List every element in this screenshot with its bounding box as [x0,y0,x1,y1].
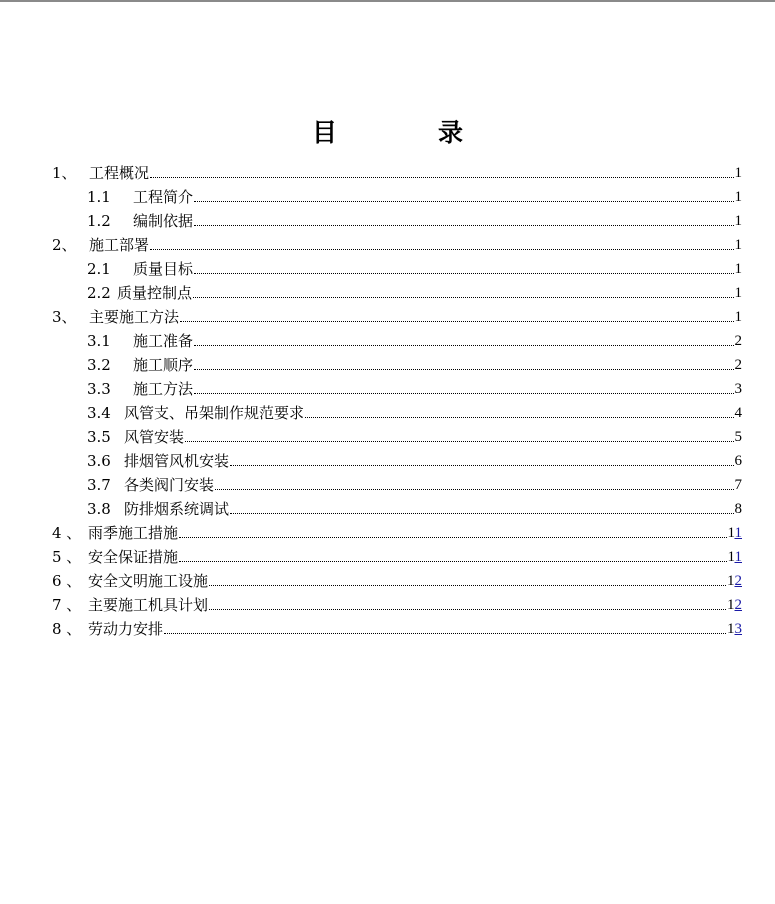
toc-entry-number: 3.1 [87,332,111,350]
toc-entry-label: 施工部署 [89,236,150,254]
toc-page-number: 5 [734,429,742,445]
toc-entry-number: 4 、 [52,524,82,542]
toc-page-number: 4 [734,405,742,421]
toc-page-number: 3 [734,381,742,397]
toc-entry-number: 3.8 [87,500,111,518]
toc-entry-number: 3、 [52,308,77,326]
toc-entry-4[interactable] [52,518,742,542]
toc-entry-number: 7 、 [52,596,82,614]
toc-entry-3-6[interactable] [87,446,742,470]
toc-entry-label: 排烟管风机安装 [124,452,230,470]
toc-entry-number: 3.7 [87,476,111,494]
dot-leader [209,584,726,586]
toc-entry-8[interactable] [52,614,742,638]
toc-entry-2[interactable] [52,230,742,254]
top-border [0,0,775,2]
toc-entry-label: 雨季施工措施 [88,524,179,542]
dot-leader [194,344,733,346]
toc-entry-number: 1.1 [87,188,111,206]
toc-entry-1-2[interactable] [87,206,742,230]
toc-page-number: 1 [734,213,742,229]
toc-page-number[interactable]: 12 [727,597,742,613]
toc-page-number[interactable]: 12 [727,573,742,589]
dot-leader [215,488,733,490]
toc-entry-3-3[interactable] [87,374,742,398]
toc-entry-3-1[interactable] [87,326,742,350]
toc-entry-number: 2.2 [87,284,111,302]
dot-leader [194,392,733,394]
toc-page-number[interactable]: 11 [727,525,742,541]
toc-entry-label: 风管安装 [124,428,185,446]
toc-entry-label: 各类阀门安装 [124,476,215,494]
toc-page-number: 1 [734,165,742,181]
dot-leader [164,632,726,634]
toc-entry-label: 编制依据 [133,212,194,230]
toc-page-number: 8 [734,501,742,517]
toc-entry-number: 6 、 [52,572,82,590]
toc-entry-6[interactable] [52,566,742,590]
toc-page-number: 1 [734,237,742,253]
toc-page-number: 2 [734,333,742,349]
dot-leader [193,296,733,298]
toc-page-number[interactable]: 11 [727,549,742,565]
toc-entry-label: 施工方法 [133,380,194,398]
toc-entry-label: 劳动力安排 [88,620,164,638]
toc-page-number: 2 [734,357,742,373]
dot-leader [150,248,733,250]
toc-entry-2-1[interactable] [87,254,742,278]
toc-entry-2-2[interactable] [87,278,742,302]
dot-leader [180,320,733,322]
toc-entry-1-1[interactable] [87,182,742,206]
toc-entry-label: 施工准备 [133,332,194,350]
dot-leader [230,512,733,514]
dot-leader [305,416,733,418]
toc-page-number: 7 [734,477,742,493]
toc-entry-label: 风管支、吊架制作规范要求 [124,404,305,422]
toc-entry-3-8[interactable] [87,494,742,518]
toc-entry-label: 质量目标 [133,260,194,278]
toc-entry-label: 工程简介 [133,188,194,206]
toc-entry-label: 主要施工方法 [89,308,180,326]
toc-entry-label: 安全保证措施 [88,548,179,566]
toc-page-number: 1 [734,309,742,325]
toc-entry-1[interactable] [52,158,742,182]
dot-leader [179,536,727,538]
dot-leader [194,272,733,274]
toc-entry-7[interactable] [52,590,742,614]
toc-entry-number: 1、 [52,164,77,182]
toc-entry-3[interactable] [52,302,742,326]
dot-leader [194,224,733,226]
toc-entry-5[interactable] [52,542,742,566]
toc-entry-label: 质量控制点 [117,284,193,302]
toc-page-number[interactable]: 13 [727,621,742,637]
toc-entry-label: 工程概况 [89,164,150,182]
toc-entry-label: 防排烟系统调试 [124,500,230,518]
toc-entry-label: 安全文明施工设施 [88,572,209,590]
toc-entry-number: 3.5 [87,428,111,446]
toc-entry-3-2[interactable] [87,350,742,374]
toc-entry-3-4[interactable] [87,398,742,422]
toc-entry-label: 主要施工机具计划 [88,596,209,614]
toc-entry-number: 1.2 [87,212,111,230]
toc-entry-number: 3.4 [87,404,111,422]
toc-entry-number: 2.1 [87,260,111,278]
toc-entry-number: 8 、 [52,620,82,638]
dot-leader [185,440,733,442]
dot-leader [150,176,733,178]
toc-page-number: 6 [734,453,742,469]
toc-entry-number: 5 、 [52,548,82,566]
toc-entry-number: 2、 [52,236,77,254]
dot-leader [230,464,733,466]
dot-leader [209,608,726,610]
toc-page-number: 1 [734,285,742,301]
toc-entry-number: 3.6 [87,452,111,470]
dot-leader [194,368,733,370]
dot-leader [194,200,733,202]
toc-entry-number: 3.2 [87,356,111,374]
toc-entry-3-7[interactable] [87,470,742,494]
toc-page-number: 1 [734,189,742,205]
toc-entry-label: 施工顺序 [133,356,194,374]
toc-entry-3-5[interactable] [87,422,742,446]
toc-entry-number: 3.3 [87,380,111,398]
dot-leader [179,560,727,562]
page-title: 目 录 [311,118,501,147]
toc-page-number: 1 [734,261,742,277]
